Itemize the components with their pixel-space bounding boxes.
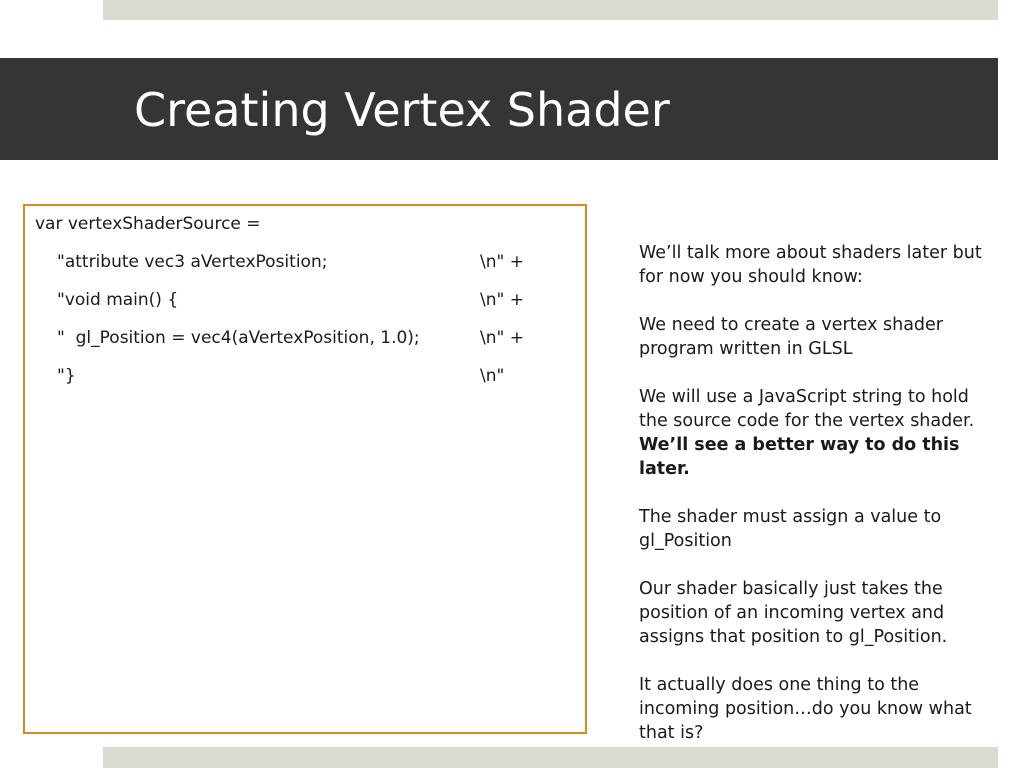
note-1: We’ll talk more about shaders later but for now you should know:	[639, 243, 982, 287]
code-header: var vertexShaderSource =	[35, 214, 261, 234]
note-6: It actually does one thing to the incoming position…do you know what that is?	[639, 675, 972, 743]
code-line-4-suffix: \n"	[480, 366, 505, 386]
code-box	[23, 204, 587, 734]
note-5: Our shader basically just takes the position of an incoming vertex and assigns that position to gl_Position.	[639, 579, 948, 647]
note-2: We need to create a vertex shader program written in GLSL	[639, 315, 943, 359]
code-line-2-suffix: \n" +	[480, 290, 524, 310]
note-3-emphasis: We’ll see a better way to do this later.	[639, 435, 960, 479]
slide-title: Creating Vertex Shader	[134, 83, 670, 137]
code-line-3-suffix: \n" +	[480, 328, 524, 348]
note-4: The shader must assign a value to gl_Position	[639, 507, 942, 551]
bottom-accent-band	[103, 747, 998, 768]
code-line-3: " gl_Position = vec4(aVertexPosition, 1.0);	[57, 328, 420, 348]
note-3-text: We will use a JavaScript string to hold the source code for the vertex shader.	[639, 387, 975, 431]
note-3	[639, 385, 999, 481]
code-line-4: "}	[57, 366, 76, 386]
code-line-1: "attribute vec3 aVertexPosition;	[57, 252, 328, 272]
notes-panel	[639, 241, 999, 768]
top-accent-band	[103, 0, 998, 20]
code-line-2: "void main() {	[57, 290, 179, 310]
code-line-1-suffix: \n" +	[480, 252, 524, 272]
